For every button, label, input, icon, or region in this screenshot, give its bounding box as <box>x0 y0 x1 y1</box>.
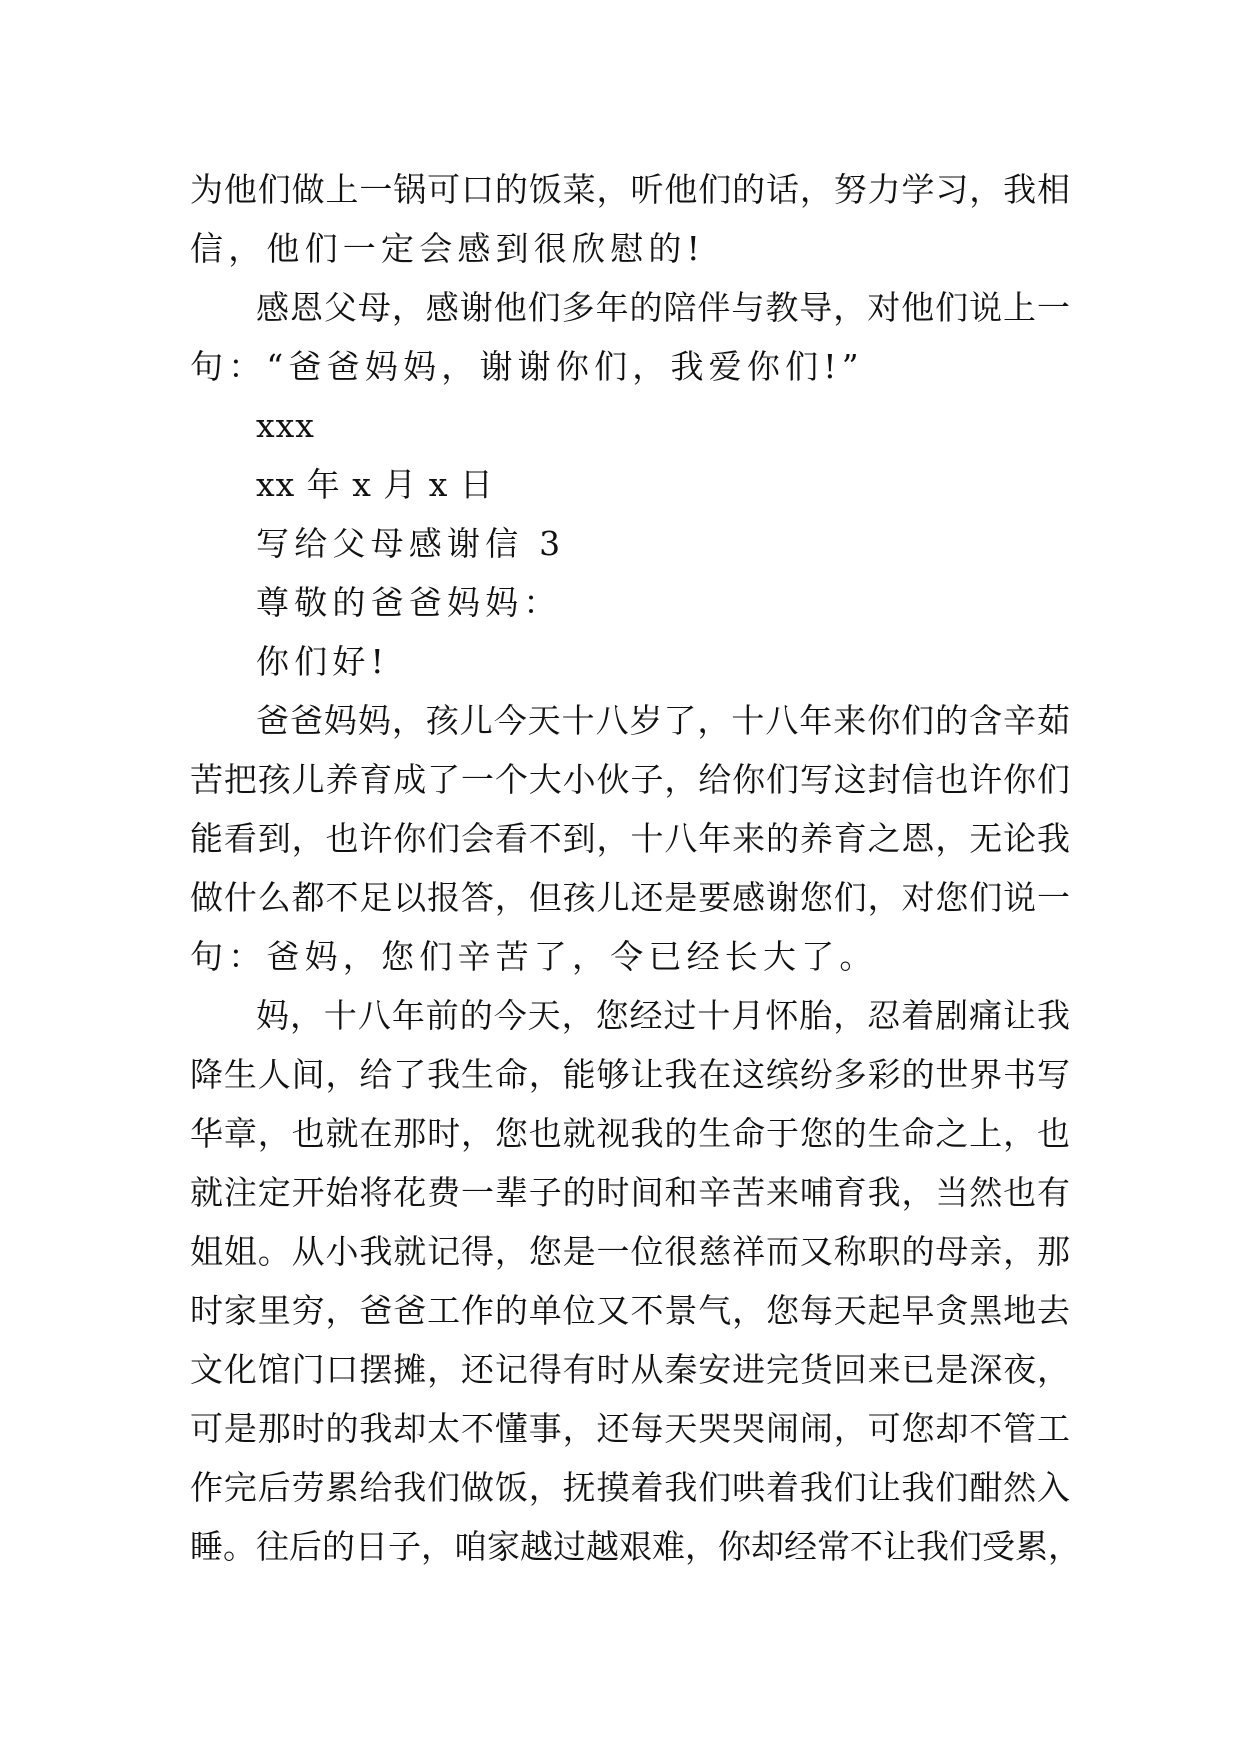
text-line: 可是那时的我却太不懂事，还每天哭哭闹闹，可您却不管工 <box>190 1409 1070 1448</box>
text-line: 苦把孩儿养育成了一个大小伙子，给你们写这封信也许你们 <box>190 760 1070 799</box>
text-line: 信，他们一定会感到很欣慰的! <box>190 229 706 268</box>
text-line: 句：“爸爸妈妈，谢谢你们，我爱你们!” <box>190 347 864 386</box>
text-line: 做什么都不足以报答，但孩儿还是要感谢您们，对您们说一 <box>190 878 1070 917</box>
text-line: 睡。往后的日子，咱家越过越艰难，你却经常不让我们受累， <box>190 1527 1081 1566</box>
text-line: 华章，也就在那时，您也就视我的生命于您的生命之上，也 <box>190 1114 1070 1153</box>
text-line: 时家里穷，爸爸工作的单位又不景气，您每天起早贪黑地去 <box>190 1291 1070 1330</box>
salutation: 尊敬的爸爸妈妈： <box>256 583 562 622</box>
text-line: 就注定开始将花费一辈子的时间和辛苦来哺育我，当然也有 <box>190 1173 1070 1212</box>
text-line: 为他们做上一锅可口的饭菜，听他们的话，努力学习，我相 <box>190 170 1070 209</box>
paragraph-start-line: 感恩父母，感谢他们多年的陪伴与教导，对他们说上一 <box>256 288 1070 327</box>
text-line: 作完后劳累给我们做饭，抚摸着我们哄着我们让我们酣然入 <box>190 1468 1070 1507</box>
text-line: 姐姐。从小我就记得，您是一位很慈祥而又称职的母亲，那 <box>190 1232 1070 1271</box>
text-line: 降生人间，给了我生命，能够让我在这缤纷多彩的世界书写 <box>190 1055 1070 1094</box>
greeting: 你们好! <box>256 642 390 681</box>
signature-name: xxx <box>256 406 315 445</box>
paragraph-start-line: 妈，十八年前的今天，您经过十月怀胎，忍着剧痛让我 <box>256 996 1070 1035</box>
paragraph-start-line: 爸爸妈妈，孩儿今天十八岁了，十八年来你们的含辛茹 <box>256 701 1070 740</box>
signature-date: xx 年 x 月 x 日 <box>256 465 494 504</box>
text-line: 文化馆门口摆摊，还记得有时从秦安进完货回来已是深夜， <box>190 1350 1070 1389</box>
text-line: 句：爸妈，您们辛苦了，令已经长大了。 <box>190 937 878 976</box>
letter-body <box>190 160 1081 1576</box>
text-line: 能看到，也许你们会看不到，十八年来的养育之恩，无论我 <box>190 819 1070 858</box>
section-title: 写给父母感谢信 3 <box>256 524 566 563</box>
